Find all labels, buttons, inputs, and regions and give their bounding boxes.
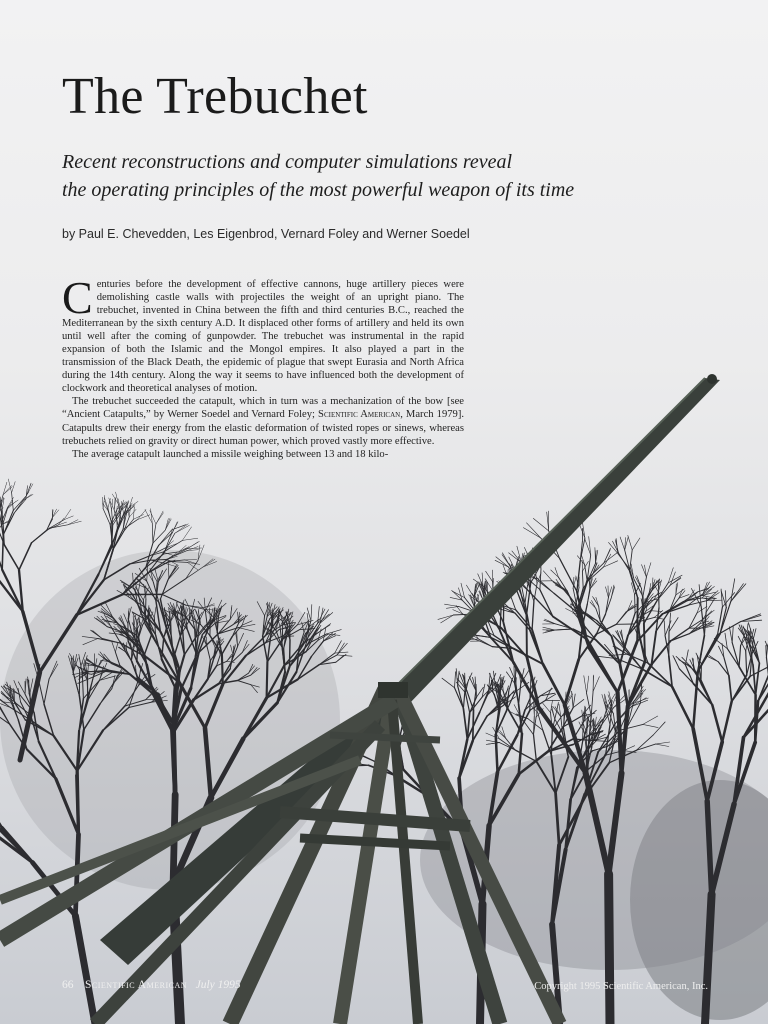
- deck-line-2: the operating principles of the most powerful weapon of its time: [62, 179, 575, 201]
- paragraph-1: [62, 272, 464, 395]
- page-number: 66: [62, 979, 74, 991]
- copyright-notice: Copyright 1995 Scientific American, Inc.: [534, 981, 708, 992]
- byline: by Paul E. Chevedden, Les Eigenbrod, Vernard Foley and Werner Soedel: [62, 227, 470, 241]
- article-deck: [62, 148, 702, 204]
- paragraph-2-publication: Scientific American: [318, 409, 401, 421]
- issue-date: July 1995: [195, 979, 241, 991]
- article-title: The Trebuchet: [62, 68, 368, 125]
- paragraph-2-text-b: , March 1979]. Catapults drew their energy from the elastic deformation of twisted ropes or sinews, whereas trebuchets relied on gravity or direct human power, which proved vastly more effective.: [62, 409, 465, 447]
- publication-name: Scientific American: [85, 979, 187, 991]
- paragraph-2-text-a: The trebuchet succeeded the catapult, which in turn was a mechanization of the bow [see “Ancient Catapults,” by Werner Soedel and Vernard Foley;: [62, 396, 464, 421]
- article-body: [62, 272, 465, 461]
- paragraph-1-text: enturies before the development of effective cannons, huge artillery pieces were demolishing castle walls with projectiles the weight of an upright piano. The trebuchet, invented in China between the fifth and third centuries B.C., reached the Mediterranean by the sixth century A.D. It displaced other forms of artillery and held its own until well after the coming of gunpowder. The trebuchet was instrumental in the rapid expansion of both the Islamic and the Mongol empires. It also played a part in the transmission of the Black Death, the epidemic of plague that swept Eurasia and North Africa during the 14th century. Along the way it seems to have influenced both the development of clockwork and theoretical analyses of motion.: [62, 279, 464, 395]
- deck-line-1: Recent reconstructions and computer simulations reveal: [62, 151, 513, 173]
- folio: [62, 979, 241, 991]
- drop-cap: C: [62, 272, 93, 323]
- paragraph-3: The average catapult launched a missile weighing between 13 and 18 kilo-: [72, 448, 389, 460]
- paragraph-2: [62, 395, 464, 447]
